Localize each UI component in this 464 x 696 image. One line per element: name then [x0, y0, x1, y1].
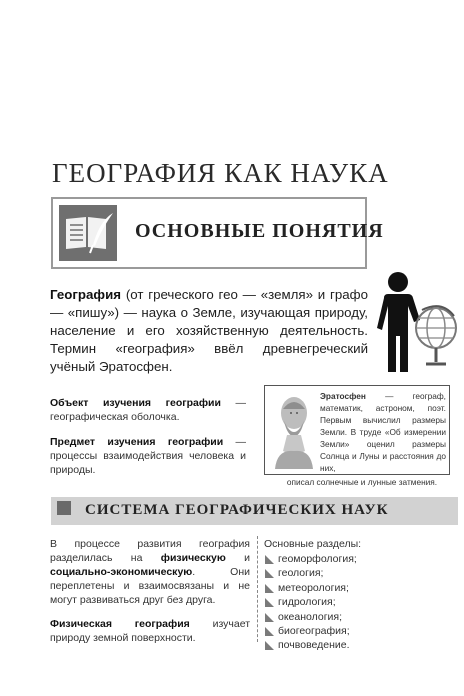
geography-definition — [50, 286, 368, 376]
left-paragraph-1 — [50, 537, 250, 607]
eratosthenes-box — [264, 385, 450, 475]
p2-text: изучает природу земной поверхности. — [50, 618, 251, 644]
p1-text-a: В процессе развития география разделилась на — [50, 538, 250, 564]
person-globe-icon — [376, 270, 460, 374]
left-paragraph-2 — [50, 617, 250, 645]
list-item — [264, 566, 454, 580]
bullet-triangle-icon — [265, 613, 274, 622]
eratosthenes-bust-icon — [271, 391, 317, 471]
subject-text: — процессы взаимодействия человека и природы. — [50, 436, 247, 476]
list-item — [264, 581, 454, 595]
subject-term: Предмет изучения географии — [50, 436, 224, 448]
list-item — [264, 638, 454, 652]
column-divider — [257, 536, 258, 642]
list-item-label: океанология; — [278, 610, 343, 623]
right-column — [264, 537, 454, 653]
definition-term: География — [50, 287, 122, 302]
book-quill-icon — [59, 205, 117, 261]
list-item-label: биогеография; — [278, 624, 350, 637]
p1-text-c: и — [225, 552, 250, 564]
left-column — [50, 537, 250, 645]
object-text: — географическая оболочка. — [50, 397, 246, 423]
list-item — [264, 595, 454, 609]
sections-heading: Основные разделы: — [264, 538, 362, 550]
definition-text: (от греческого гео — «земля» и графо — «пишу») — наука о Земле, изучающая природу, население и его хозяйственную деятельность. Термин «география» ввёл древнегреческий учёный Эратосфен. — [50, 287, 368, 374]
p1-text-d: . Они переплетены и взаимосвязаны и не могут развиваться друг без друга. — [50, 566, 250, 606]
system-title: СИСТЕМА ГЕОГРАФИЧЕСКИХ НАУК — [85, 502, 389, 518]
bullet-triangle-icon — [265, 627, 274, 636]
eratosthenes-last-line: описал солнечные и лунные затмения. — [286, 477, 438, 487]
page-title: ГЕОГРАФИЯ КАК НАУКА — [52, 158, 389, 188]
section-header-basic-concepts — [51, 197, 384, 269]
p1-bold-socioeconomic: социально-экономическую — [50, 566, 193, 578]
bullet-triangle-icon — [265, 555, 274, 564]
system-section-header — [51, 497, 458, 525]
subject-of-study — [50, 435, 246, 477]
p1-bold-physical: физическую — [160, 552, 226, 564]
list-item — [264, 610, 454, 624]
sections-list — [264, 552, 454, 653]
list-item-label: почвоведение. — [278, 639, 350, 652]
object-of-study — [50, 396, 246, 424]
list-item-label: геоморфология; — [278, 553, 357, 565]
bullet-triangle-icon — [265, 584, 274, 593]
p2-term: Физическая география — [50, 618, 190, 630]
object-term: Объект изучения географии — [50, 397, 221, 409]
list-item — [264, 624, 454, 638]
eratosthenes-text — [320, 390, 446, 474]
eratosthenes-name: Эратосфен — [320, 391, 366, 401]
bullet-triangle-icon — [265, 598, 274, 607]
list-item — [264, 552, 454, 566]
eratosthenes-desc: — географ, математик, астроном, поэт. Первым вычислил размеры Земли. В труде «Об измерении Земли» оценил размеры Солнца и Луны и расстояния до них, — [320, 391, 446, 473]
list-item-label: геология; — [278, 567, 324, 580]
list-item-label: метеорология; — [278, 581, 349, 594]
bullet-triangle-icon — [265, 641, 274, 650]
section-title: ОСНОВНЫЕ ПОНЯТИЯ — [135, 220, 384, 242]
list-item-label: гидрология; — [278, 596, 336, 609]
square-bullet-icon — [57, 501, 71, 515]
bullet-triangle-icon — [265, 569, 274, 578]
